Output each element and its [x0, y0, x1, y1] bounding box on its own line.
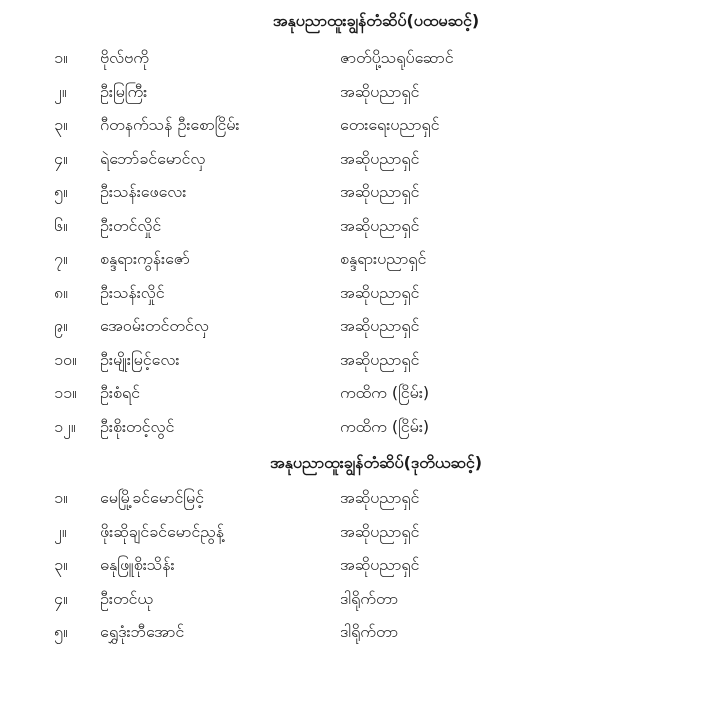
list-item: [0, 522, 716, 556]
item-number: ၁၀။: [54, 349, 77, 369]
section-title-first-grade: အနုပညာထူးချွန်တံဆိပ်(ပထမဆင့်): [272, 11, 480, 30]
recipient-name: ဦးသန်းလှိုင်: [100, 282, 165, 302]
recipient-name: ဦးတင်လှိုင်: [100, 215, 162, 235]
recipient-role: အဆိုပညာရှင်: [340, 215, 420, 235]
item-number: ၉။: [54, 316, 68, 335]
recipient-role: အဆိုပညာရှင်: [340, 555, 420, 574]
item-number: ၄။: [54, 588, 68, 608]
recipient-name: ဦးသန်းဖေလေး: [100, 182, 187, 201]
item-number: ၂။: [54, 81, 67, 101]
recipient-role: အဆိုပညာရှင်: [340, 148, 420, 168]
recipient-name: ရဲဘော်ခင်မောင်လှ: [100, 148, 206, 168]
list-item: [0, 249, 716, 283]
recipient-name: အေဝမ်းတင်တင်လှ: [100, 316, 209, 335]
recipient-name: မေမြို့ခင်မောင်မြင့်: [100, 488, 204, 507]
list-item: [0, 488, 716, 522]
recipient-role: အဆိုပညာရှင်: [340, 81, 420, 101]
list-item: [0, 283, 716, 317]
recipient-role: အဆိုပညာရှင်: [340, 488, 420, 507]
recipient-name: ဖိုးဆိုချင်ခင်မောင်ညွန့်: [100, 521, 224, 541]
recipient-name: ဦးမျိုးမြင့်လေး: [100, 349, 180, 369]
list-item: [0, 182, 716, 216]
list-item: [0, 216, 716, 250]
list-item: [0, 589, 716, 623]
recipient-name: ဓနုဖြူစိုးသိန်း: [100, 555, 175, 574]
recipient-name: ဦးစံရင်: [100, 383, 140, 402]
item-number: ၅။: [54, 622, 68, 641]
recipient-role: အဆိုပညာရှင်: [340, 521, 420, 541]
recipient-name: ဂီတနက်သန် ဦးစောငြိမ်း: [100, 115, 240, 134]
item-number: ၂။: [54, 521, 67, 541]
list-item: [0, 48, 716, 82]
recipient-role: ကထိက (ငြိမ်း): [340, 383, 430, 402]
list-item: [0, 82, 716, 116]
item-number: ၈။: [54, 282, 68, 302]
item-number: ၃။: [54, 115, 68, 134]
item-number: ၁၁။: [54, 383, 77, 402]
recipient-role: တေးရေးပညာရှင်: [340, 115, 440, 134]
recipient-name: ဦးစိုးတင့်လွင်: [100, 416, 175, 436]
item-number: ၁၂။: [54, 416, 76, 436]
item-number: ၄။: [54, 148, 68, 168]
list-item: [0, 115, 716, 149]
recipient-name: ဦးမြကြီး: [100, 81, 148, 101]
recipient-role: ဒါရိုက်တာ: [340, 588, 399, 608]
item-number: ၅။: [54, 182, 68, 201]
item-number: ၁။: [54, 488, 68, 507]
list-item: [0, 316, 716, 350]
item-number: ၆။: [54, 215, 68, 235]
recipient-role: စန္ဒရားပညာရှင်: [340, 249, 427, 268]
recipient-role: အဆိုပညာရှင်: [340, 316, 420, 335]
item-number: ၁။: [54, 48, 68, 67]
list-item: [0, 350, 716, 384]
recipient-name: စန္ဒရားကွန်းဇော်: [100, 249, 190, 268]
list-item: [0, 149, 716, 183]
list-item: [0, 622, 716, 656]
item-number: ၃။: [54, 555, 68, 574]
section-title-second-grade: အနုပညာထူးချွန်တံဆိပ်(ဒုတိယဆင့်): [269, 453, 483, 472]
item-number: ၇။: [54, 249, 68, 268]
award-list-first-grade: [0, 48, 716, 450]
list-item: [0, 383, 716, 417]
recipient-role: အဆိုပညာရှင်: [340, 182, 420, 201]
list-item: [0, 417, 716, 451]
recipient-role: အဆိုပညာရှင်: [340, 282, 420, 302]
recipient-role: အဆိုပညာရှင်: [340, 349, 420, 369]
recipient-role: ဇာတ်ပို့သရုပ်ဆောင်: [340, 48, 454, 67]
list-item: [0, 555, 716, 589]
recipient-name: ဗိုလ်ဗကို: [100, 48, 149, 67]
recipient-name: ရွှေဒုံးဘီအောင်: [100, 622, 185, 641]
award-list-second-grade: [0, 488, 716, 656]
recipient-role: ကထိက (ငြိမ်း): [340, 416, 430, 436]
recipient-role: ဒါရိုက်တာ: [340, 622, 399, 641]
recipient-name: ဦးတင်ယု: [100, 588, 153, 608]
